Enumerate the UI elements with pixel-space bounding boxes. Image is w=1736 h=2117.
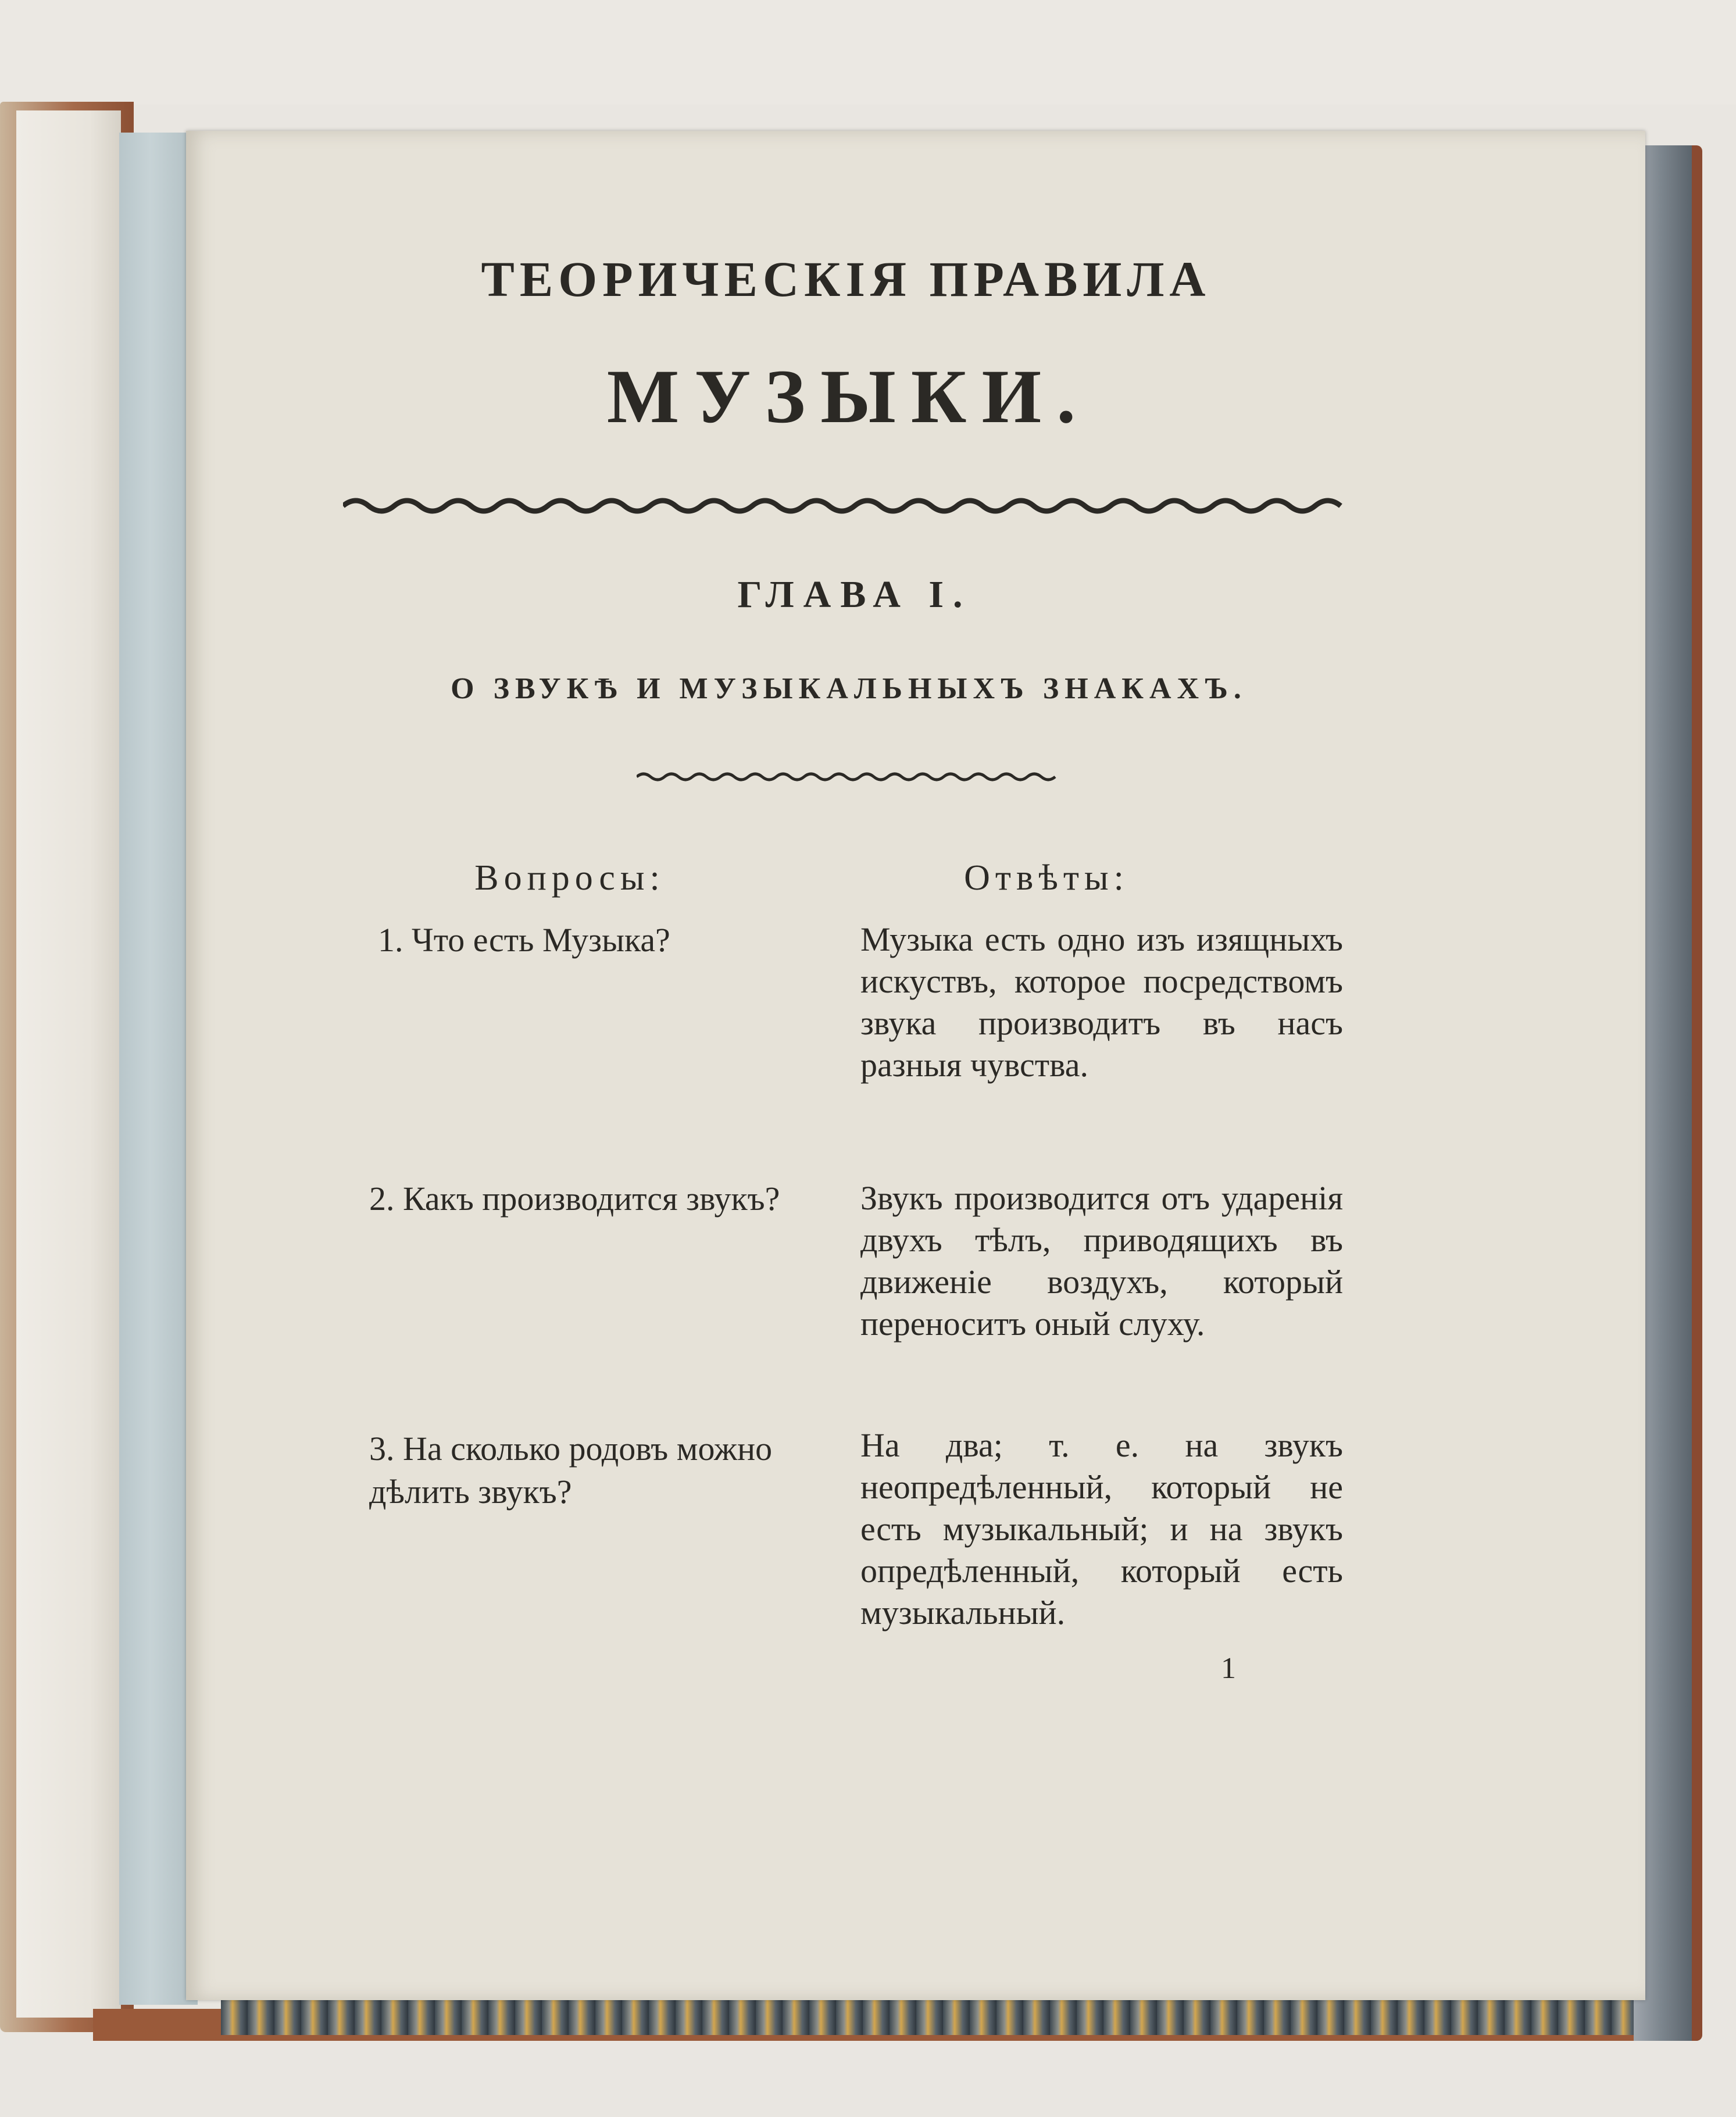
book-title-line1: ТЕОРИЧЕСКІЯ ПРАВИЛА <box>481 251 1211 307</box>
ornamental-rule-top <box>343 494 1360 517</box>
answer-1 <box>860 919 1343 1086</box>
question-2: 2. Какъ производится звукъ? <box>369 1180 780 1218</box>
answer-1-text: Музыка есть одно изъ изящныхъ искуствъ, которое посредствомъ звука производитъ въ насъ разныя чувства. <box>860 920 1343 1084</box>
book-page <box>186 131 1645 2000</box>
background <box>0 0 1736 105</box>
questions-header: Вопросы: <box>474 858 665 898</box>
question-1: 1. Что есть Музыка? <box>378 921 670 959</box>
book-title-line2: МУЗЫКИ. <box>606 354 1091 439</box>
question-3: 3. На сколько родовъ можно дѣлить звукъ? <box>369 1430 773 1511</box>
answer-2-text: Звукъ производится отъ ударенія двухъ тѣлъ, приводящихъ въ движеніе воздухъ, который переноситъ оный слуху. <box>860 1179 1343 1343</box>
ornamental-rule-small <box>637 769 1061 784</box>
page-number: 1 <box>1221 1652 1236 1685</box>
chapter-heading: ГЛАВА I. <box>737 573 972 616</box>
answer-2 <box>860 1177 1343 1345</box>
chapter-subtitle: О ЗВУКѢ И МУЗЫКАЛЬНЫХЪ ЗНАКАХЪ. <box>451 672 1247 705</box>
answers-header: Отвѣты: <box>964 858 1129 898</box>
answer-3-text: На два; т. е. на звукъ неопредѣленный, который не есть музыкальный; и на звукъ опредѣленный, который есть музыкальный. <box>860 1426 1343 1632</box>
answer-3 <box>860 1425 1343 1634</box>
left-page-edge <box>16 110 121 2018</box>
